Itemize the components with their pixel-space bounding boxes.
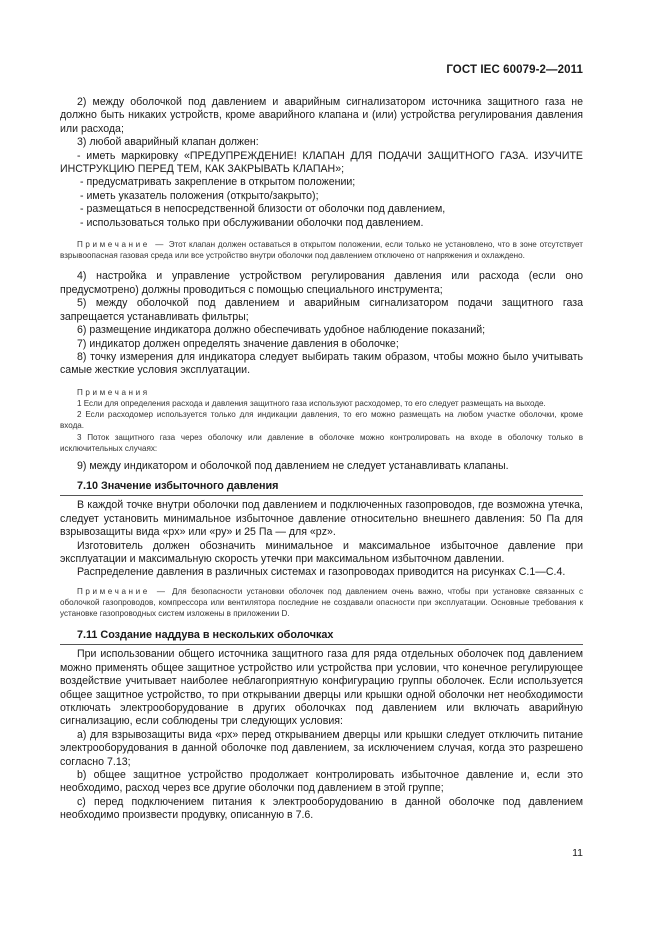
- item-7: 7) индикатор должен определять значение давления в оболочке;: [77, 337, 399, 350]
- dash-item-indicator: - иметь указатель положения (открыто/закрыто);: [80, 189, 319, 202]
- section-title-7-11: 7.11 Создание наддува в нескольких оболочках: [77, 629, 334, 642]
- page-content: [60, 96, 583, 823]
- note-7-10: [60, 586, 583, 620]
- page-number: 11: [572, 847, 583, 859]
- note-text: Этот клапан должен оставаться в открытом положении, если только не установлено, что в зоне отсутствует взрывоопасная газовая среда или все устройство внутри оболочки под давлением отключено от напряжения и охлаждено.: [60, 240, 583, 261]
- section-divider: [60, 495, 583, 496]
- section-7-10-para-3: Распределение давления в различных системах и газопроводах приводится на рисунках С.1—С.4.: [77, 566, 566, 579]
- condition-b: b) общее защитное устройство продолжает контролировать избыточное давление и, если это необходимо, расход через все другие оболочки под давлением в этой группе;: [60, 769, 583, 795]
- section-divider-2: [60, 644, 583, 645]
- note-valve: [60, 239, 583, 261]
- note-7-10-label: Примечание —: [77, 586, 168, 596]
- item-6: 6) размещение индикатора должно обеспечивать удобное наблюдение показаний;: [77, 324, 486, 337]
- dash-item-marking: - иметь маркировку «ПРЕДУПРЕЖДЕНИЕ! КЛАПАН ДЛЯ ПОДАЧИ ЗАЩИТНОГО ГАЗА. ИЗУЧИТЕ ИНСТРУКЦИЮ ПЕРЕД ТЕМ, КАК ЗАКРЫВАТЬ КЛАПАН»;: [60, 149, 583, 176]
- note-label: Примечание —: [77, 240, 166, 250]
- section-7-10-para-2: Изготовитель должен обозначить минимальное и максимальное избыточное давление при эксплуатации и максимальную скорость утечки при максимальном избыточном давлении.: [60, 539, 583, 565]
- note-7-10-text: Для безопасности установки оболочек под давлением очень важно, чтобы при установке связанных с оболочкой газопроводов, компрессора или вентилятора последние не создавали опасности при эксплуатации. Основные требования к установке газопроводных систем изложены в приложении D.: [60, 586, 583, 619]
- item-4: 4) настройка и управление устройством регулирования давления или расхода (если оно предусмотрено) должны проводиться с помощью специального инструмента;: [60, 270, 583, 296]
- standard-header: ГОСТ IEC 60079-2—2011: [446, 64, 583, 76]
- item-9: 9) между индикатором и оболочкой под давлением не следует устанавливать клапаны.: [77, 459, 509, 472]
- note-2: 2 Если расходомер используется только для индикации давления, то его можно размещать на любом участке оболочки, кроме входа.: [60, 410, 583, 431]
- section-title-7-10: 7.10 Значение избыточного давления: [77, 480, 279, 493]
- notes-label-text: Примечания: [77, 387, 150, 397]
- condition-c: c) перед подключением питания к электрооборудованию в данной оболочке под давлением необходимо произвести продувку, описанную в 7.6.: [60, 795, 583, 822]
- item-5: 5) между оболочкой под давлением и аварийным сигнализатором подачи защитного газа запрещается устанавливать фильтры;: [60, 297, 583, 323]
- section-7-10-para-1: В каждой точке внутри оболочки под давлением и подключенных газопроводов, где возможна утечка, следует установить минимальное избыточное давление относительно внешнего давления: 50 Па для взрывозащиты вида «px» или «py» и 25 Па — для «pz».: [60, 499, 583, 539]
- condition-a: a) для взрывозащиты вида «px» перед открыванием дверцы или крышки следует отключить питание электрооборудования в данной оболочке под давлением, за исключением случая, когда это разрешено согласно 7.13;: [60, 728, 583, 768]
- item-2: 2) между оболочкой под давлением и аварийным сигнализатором источника защитного газа не должно быть никаких устройств, кроме аварийного клапана и (или) устройства регулирования давления или расхода;: [60, 96, 583, 135]
- notes-label: [60, 387, 583, 398]
- item-8: 8) точку измерения для индикатора следует выбирать таким образом, чтобы можно было учитывать самые жесткие условия эксплуатации.: [60, 350, 583, 377]
- dash-item-location: - размещаться в непосредственной близости от оболочки под давлением,: [80, 203, 446, 216]
- section-7-11-para-1: При использовании общего источника защитного газа для ряда отдельных оболочек под давлением можно применять общее защитное устройство или устройства при условии, что конечное регулирующее воздействие учитывает наиболее неблагоприятную конфигурацию группы оболочек. Если используется общее защитное устройство, то при открывании дверцы или крышки одной оболочки нет необходимости отключать электрооборудование в других оболочках под давлением или включать аварийную сигнализацию, если соблюдены три следующих условия:: [60, 648, 583, 728]
- note-3: 3 Поток защитного газа через оболочку или давление в оболочке можно контролировать на входе в оболочку только в исключительных случаях:: [60, 432, 583, 453]
- note-1: 1 Если для определения расхода и давления защитного газа используют расходомер, то его следует размещать на выходе.: [77, 398, 546, 408]
- item-3: 3) любой аварийный клапан должен:: [77, 136, 259, 149]
- dash-item-service: - использоваться только при обслуживании оболочки под давлением.: [80, 216, 424, 229]
- dash-item-fix: - предусматривать закрепление в открытом положении;: [80, 176, 356, 189]
